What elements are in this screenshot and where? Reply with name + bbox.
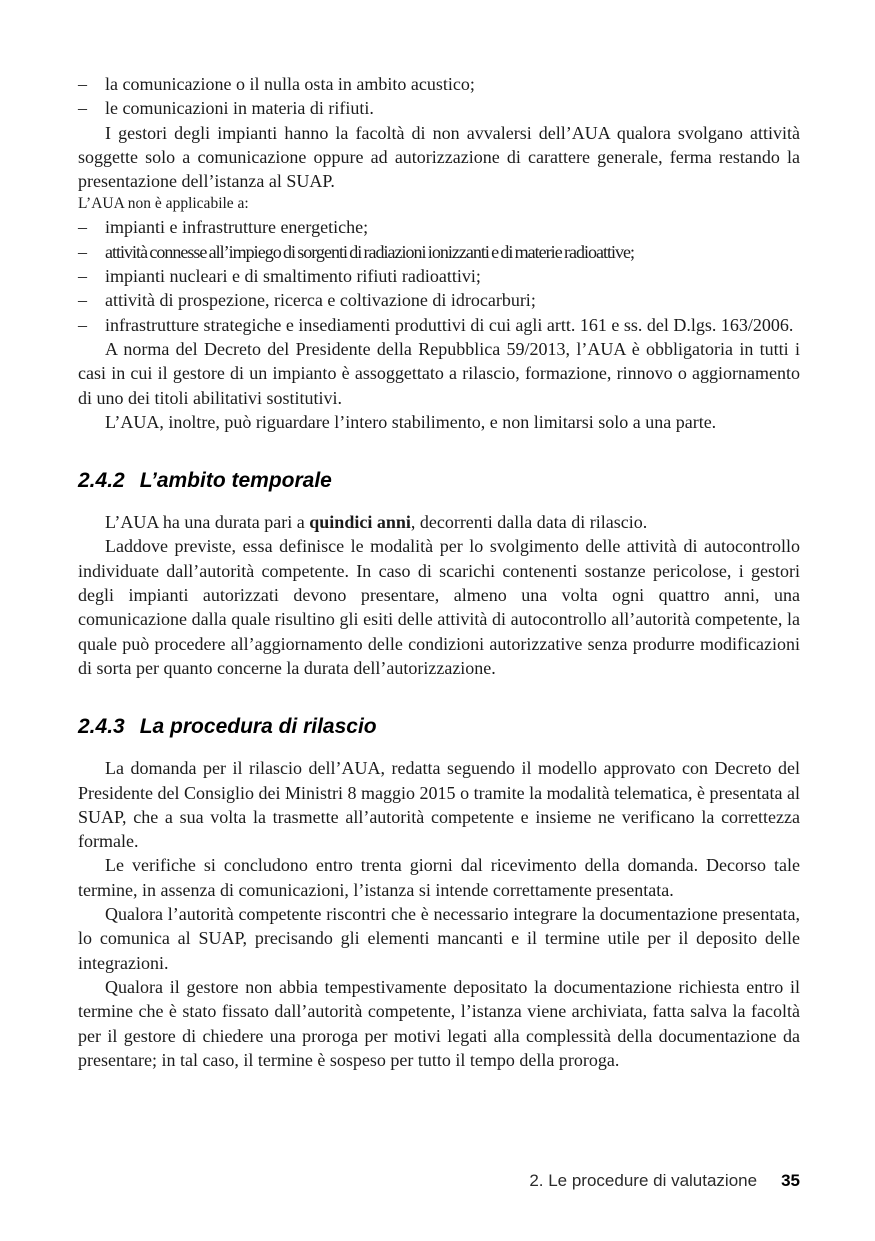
list-item-text: attività di prospezione, ricerca e coltivazione di idrocarburi;: [105, 290, 536, 311]
paragraph-inoltre: L’AUA, inoltre, può riguardare l’intero stabilimento, e non limitarsi solo a una parte.: [105, 411, 717, 432]
paragraph-laddove: Laddove previste, essa definisce le modalità per lo svolgimento delle attività di autocontrollo individuate dall’autorità competente. In caso di scarichi contenenti sostanze pericolose, i gestori degli impianti autorizzati devono presentare, almeno una volta ogni quattro anni, una comunicazione dalla quale risultino gli esiti delle attività di autocontrollo all’autorità competente, la quale può procedere all’aggiornamento delle condizioni autorizzative senza produrre modificazioni di sorta per quanto concerne la durata dell’autorizzazione.: [78, 536, 800, 678]
paragraph-qualora-integrare: Qualora l’autorità competente riscontri che è necessario integrare la documentazione presentata, lo comunica al SUAP, precisando gli elementi mancanti e il termine utile per il deposito delle integrazioni.: [78, 904, 800, 973]
paragraph-gestori: I gestori degli impianti hanno la facoltà di non avvalersi dell’AUA qualora svolgano attività soggette solo a comunicazione oppure ad autorizzazione di carattere generale, ferma restando la presentazione dell’istanza al SUAP.: [78, 122, 800, 192]
list-item: [78, 288, 800, 312]
durata-text-before: L’AUA ha una durata pari a: [105, 512, 310, 533]
list-item: [78, 215, 800, 239]
list-item-text: le comunicazioni in materia di rifiuti.: [105, 98, 374, 119]
paragraph-verifiche: Le verifiche si concludono entro trenta giorni dal ricevimento della domanda. Decorso tale termine, in assenza di comunicazioni, l’istanza si intende correttamente presentata.: [78, 855, 800, 900]
durata-text-after: , decorrenti dalla data di rilascio.: [410, 512, 648, 533]
heading-number: 2.4.2: [78, 469, 125, 493]
list-marker: –: [78, 98, 87, 119]
intro-list: [78, 72, 800, 121]
list-item-text: impianti nucleari e di smaltimento rifiuti radioattivi;: [105, 266, 481, 287]
paragraph-qualora-gestore: Qualora il gestore non abbia tempestivamente depositato la documentazione richiesta entro il termine che è stato fissato dall’autorità competente, l’istanza viene archiviata, fatta salva la facoltà per il gestore di chiedere una proroga per motivi legati alla complessità della documentazione da presentare; in tal caso, il termine è sospeso per tutto il tempo della proroga.: [78, 976, 800, 1070]
list-item-text: infrastrutture strategiche e insediamenti produttivi di cui agli artt. 161 e ss. del D.lgs. 163/2006.: [105, 314, 794, 335]
heading-title: L’ambito temporale: [139, 469, 332, 493]
list-item-text: impianti e infrastrutture energetiche;: [105, 217, 369, 238]
list-marker: –: [78, 314, 87, 335]
heading-number: 2.4.3: [78, 715, 125, 739]
heading-title: La procedura di rilascio: [139, 715, 377, 739]
exclusion-list: [78, 215, 800, 336]
list-item: [78, 264, 800, 288]
list-marker: –: [78, 217, 87, 238]
list-item: [78, 313, 800, 337]
line-applicabile: L’AUA non è applicabile a:: [78, 195, 249, 213]
paragraph-durata: [78, 510, 800, 534]
section-heading-243: [78, 714, 800, 740]
footer-section-label: 2. Le procedure di valutazione: [529, 1171, 758, 1190]
list-item: [78, 240, 800, 264]
page-footer: [78, 1170, 800, 1192]
durata-text-bold: quindici anni: [309, 512, 411, 533]
list-item: [78, 72, 800, 96]
list-marker: –: [78, 74, 87, 94]
list-item: [78, 96, 800, 120]
list-marker: –: [78, 266, 87, 287]
footer-page-number: 35: [781, 1171, 800, 1190]
list-item-text: la comunicazione o il nulla osta in ambito acustico;: [105, 74, 475, 94]
paragraph-domanda: La domanda per il rilascio dell’AUA, redatta seguendo il modello approvato con Decreto del Presidente del Consiglio dei Ministri 8 maggio 2015 o tramite la modalità telematica, è presentata al SUAP, che a sua volta la trasmette all’autorità competente e insieme ne verificano la correttezza formale.: [78, 758, 800, 852]
paragraph-norma: A norma del Decreto del Presidente della Repubblica 59/2013, l’AUA è obbligatoria in tutti i casi in cui il gestore di un impianto è assoggettato a rilascio, formazione, rinnovo o aggiornamento di uno dei titoli abilitativi sostitutivi.: [78, 338, 800, 408]
section-heading-242: [78, 468, 800, 494]
list-item-text: attività connesse all’impiego di sorgenti di radiazioni ionizzanti e di materie radioattive;: [105, 241, 635, 262]
list-marker: –: [78, 290, 87, 311]
list-marker: –: [78, 241, 87, 262]
page-body: [78, 72, 800, 1072]
